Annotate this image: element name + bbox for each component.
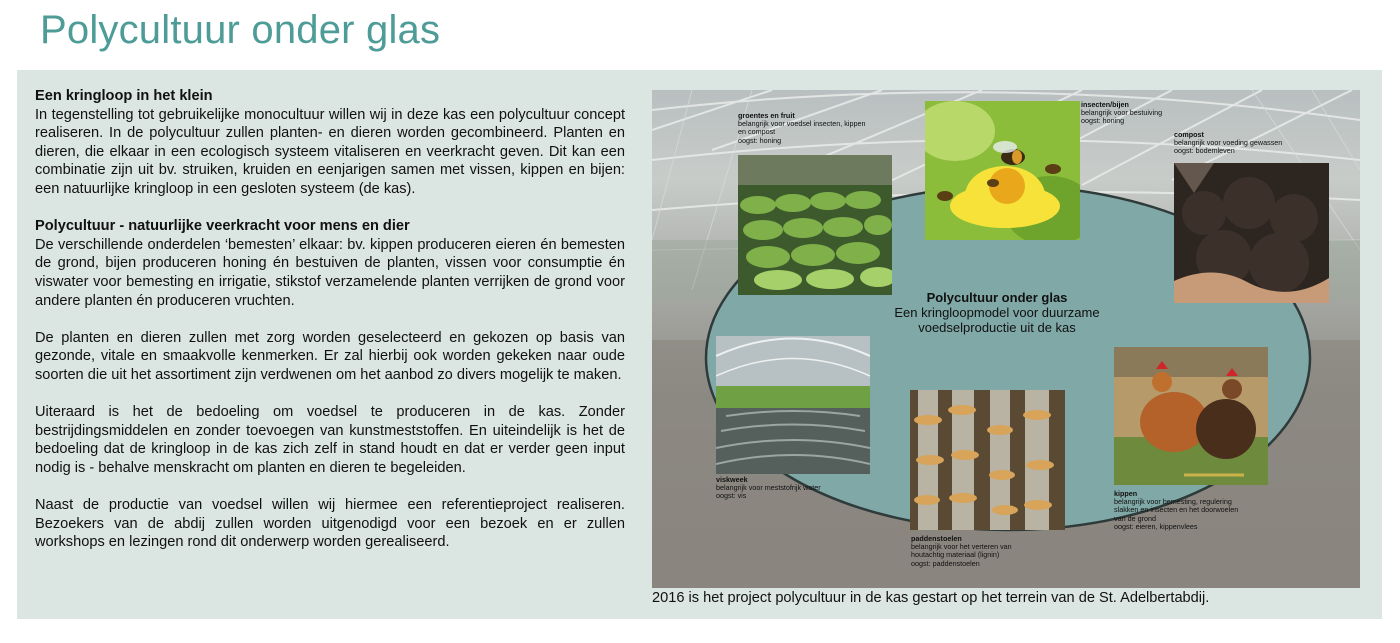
caption-kippen-line1: belangrijk voor bemesting, regulering: [1114, 497, 1232, 507]
caption-insecten-line1: belangrijk voor bestuiving: [1081, 108, 1163, 118]
caption-paddenstoelen-line2: houtachtig materiaal (lignin): [911, 550, 1000, 560]
mushrooms-photo: [910, 390, 1065, 530]
page-title: Polycultuur onder glas: [40, 8, 441, 52]
caption-kippen-title: kippen: [1114, 489, 1138, 498]
paragraph-selection: De planten en dieren zullen met zorg worden geselecteerd en gekozen op basis van gezonde, vitale en smaakvolle kenmerken. Er zal hierbij ook worden gekeken naar oude soorten die uit het assortiment zijn verdwenen om het aanbod zo divers mogelijk te maken.: [35, 329, 625, 383]
caption-kippen-line4: oogst: eieren, kippenvlees: [1114, 521, 1198, 531]
bee-photo: [925, 101, 1080, 240]
caption-insecten-title: insecten/bijen: [1081, 100, 1129, 109]
section2-heading: Polycultuur - natuurlijke veerkracht voor mens en dier: [35, 218, 410, 235]
caption-compost: [1174, 131, 1282, 156]
chickens-photo: [1114, 347, 1268, 485]
footer-note: 2016 is het project polycultuur in de kas gestart op het terrein van de St. Adelbertabdij.: [652, 590, 1210, 606]
caption-insecten-line2: oogst: honing: [1081, 116, 1125, 126]
fish-farming-photo: [716, 336, 870, 474]
caption-compost-line2: oogst: bodemleven: [1174, 146, 1235, 156]
paragraph-reference-project: Naast de productie van voedsel willen wij hiermee een referentieproject realiseren. Bezoekers van de abdij zullen worden uitgenodigd voor een bezoek en er zullen workshops en lezingen rond dit onderwerp worden gerealiseerd.: [35, 497, 625, 551]
caption-viskweek-line1: belangrijk voor meststofrijk water: [716, 483, 821, 493]
caption-kippen: [1114, 490, 1238, 531]
caption-paddenstoelen-title: paddenstoelen: [911, 534, 962, 543]
paragraph-food-production: Uiteraard is het de bedoeling om voedsel te produceren in de kas. Zonder bestrijdingsmiddelen en zonder toevoegen van kunstmeststoffen. En uiteindelijk is het de bedoeling dat de kringloop in de kas zich zelf in stand houdt en dat er verder geen input nodig is - behalve menskracht om planten en dieren te begeleiden.: [35, 404, 625, 476]
caption-paddenstoelen-line1: belangrijk voor het verteren van: [911, 542, 1012, 552]
compost-photo: [1174, 163, 1329, 303]
caption-paddenstoelen-line3: oogst: paddenstoelen: [911, 558, 980, 568]
article-text: [35, 87, 625, 570]
diagram-center-title: Polycultuur onder glas: [926, 290, 1068, 305]
diagram-center-label: [862, 290, 1132, 335]
caption-groentes-line1: belangrijk voor voedsel insecten, kippen: [738, 119, 866, 129]
caption-viskweek-line2: oogst: vis: [716, 491, 747, 501]
caption-viskweek-title: viskweek: [716, 475, 748, 484]
section1-body: In tegenstelling tot gebruikelijke monocultuur willen wij in deze kas een polycultuur concept realiseren. In de polycultuur zullen planten- en dieren worden gecombineerd. Planten en dieren, die elkaar in een ecologisch systeem vitaliseren en veerkracht geven. Dit kan een combinatie zijn uit bv. struiken, kruiden en eenjarigen samen met vissen, kippen en bijen: een natuurlijke kringloop in een gesloten systeem (de kas).: [35, 106, 625, 197]
diagram-center-subtitle-2: voedselproductie uit de kas: [918, 320, 1076, 335]
caption-compost-title: compost: [1174, 130, 1204, 139]
section2-body: De verschillende onderdelen ‘bemesten’ elkaar: bv. kippen produceren eieren én bemesten de grond, bijen produceren honing én bestuiven de planten, vissen voor consumptie én viswater voor bemesting en irrigatie, stikstof verzamelende planten verrijken de grond voor andere planten én produceren vruchten.: [35, 236, 625, 309]
caption-kippen-line2: slakken en insecten en het doorwoelen: [1114, 505, 1239, 515]
diagram-center-subtitle-1: Een kringloopmodel voor duurzame: [894, 305, 1100, 320]
caption-groentes-line2: en compost: [738, 127, 776, 137]
caption-groentes-title: groentes en fruit: [738, 111, 795, 120]
caption-kippen-line3: van de grond: [1114, 513, 1156, 523]
caption-paddenstoelen: [911, 535, 1012, 568]
caption-viskweek: [716, 476, 821, 501]
caption-groentes: [738, 112, 865, 145]
caption-compost-line1: belangrijk voor voeding gewassen: [1174, 138, 1283, 148]
caption-groentes-line3: oogst: honing: [738, 135, 782, 145]
greenhouse-diagram: [652, 90, 1360, 588]
section1-heading: Een kringloop in het klein: [35, 88, 213, 104]
vegetables-photo: [738, 155, 892, 295]
caption-insecten: [1081, 101, 1162, 126]
